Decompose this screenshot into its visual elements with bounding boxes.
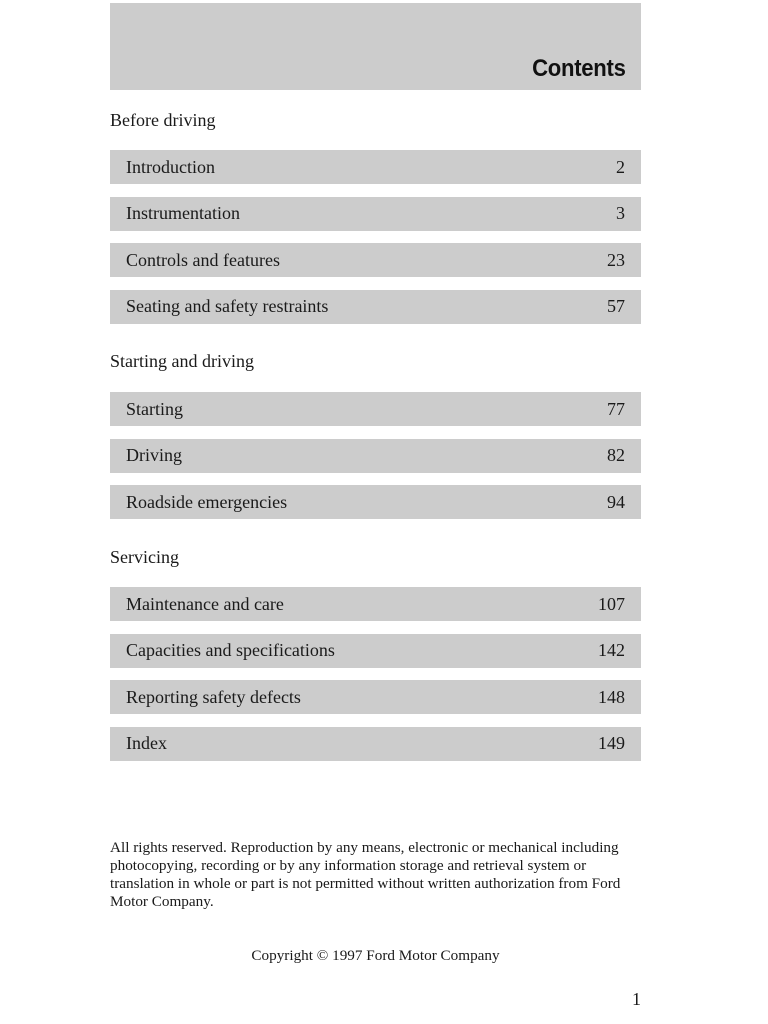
toc-list-starting-and-driving — [110, 392, 641, 532]
toc-entry-label: Capacities and specifications — [126, 640, 335, 661]
section-heading-servicing: Servicing — [110, 547, 179, 567]
toc-entry-page: 94 — [607, 491, 625, 512]
toc-entry-page: 82 — [607, 445, 625, 466]
toc-entry-driving[interactable] — [110, 439, 641, 473]
toc-entry-introduction[interactable] — [110, 150, 641, 184]
contents-header-band — [110, 3, 641, 90]
section-heading-starting-and-driving: Starting and driving — [110, 351, 254, 371]
toc-entry-label: Reporting safety defects — [126, 686, 301, 707]
toc-entry-label: Roadside emergencies — [126, 491, 288, 512]
toc-entry-label: Driving — [126, 445, 182, 466]
toc-entry-starting[interactable] — [110, 392, 641, 426]
toc-entry-label: Seating and safety restraints — [126, 296, 329, 317]
toc-entry-seating-and-safety-restraints[interactable] — [110, 290, 641, 324]
toc-entry-label: Instrumentation — [126, 203, 240, 224]
page-title: Contents — [532, 55, 626, 82]
toc-entry-label: Maintenance and care — [126, 593, 284, 614]
toc-entry-controls-and-features[interactable] — [110, 243, 641, 277]
section-heading-before-driving: Before driving — [110, 110, 216, 130]
toc-entry-label: Introduction — [126, 156, 215, 177]
copyright-notice: Copyright © 1997 Ford Motor Company — [251, 947, 500, 964]
rights-notice: All rights reserved. Reproduction by any means, electronic or mechanical including photocopying, recording or by any information storage and retrieval system or translation in whole or part is not permitted without written authorization from Ford Motor Company. — [110, 839, 621, 910]
toc-entry-roadside-emergencies[interactable] — [110, 485, 641, 519]
page-number: 1 — [632, 989, 641, 1009]
toc-entry-page: 77 — [607, 398, 625, 419]
toc-entry-capacities-and-specifications[interactable] — [110, 634, 641, 668]
toc-entry-page: 107 — [598, 593, 625, 614]
toc-entry-page: 149 — [598, 733, 625, 754]
toc-page — [110, 3, 641, 1009]
toc-list-before-driving — [110, 150, 641, 336]
toc-entry-page: 23 — [607, 249, 625, 270]
toc-entry-instrumentation[interactable] — [110, 197, 641, 231]
toc-entry-label: Index — [126, 733, 167, 754]
toc-entry-label: Controls and features — [126, 249, 280, 270]
toc-entry-page: 142 — [598, 640, 625, 661]
toc-entry-page: 57 — [607, 296, 625, 317]
toc-entry-page: 148 — [598, 686, 625, 707]
toc-entry-page: 3 — [616, 203, 625, 224]
toc-entry-page: 2 — [616, 156, 625, 177]
toc-entry-index[interactable] — [110, 727, 641, 761]
toc-entry-label: Starting — [126, 398, 183, 419]
toc-list-servicing — [110, 587, 641, 773]
toc-entry-maintenance-and-care[interactable] — [110, 587, 641, 621]
toc-entry-reporting-safety-defects[interactable] — [110, 680, 641, 714]
